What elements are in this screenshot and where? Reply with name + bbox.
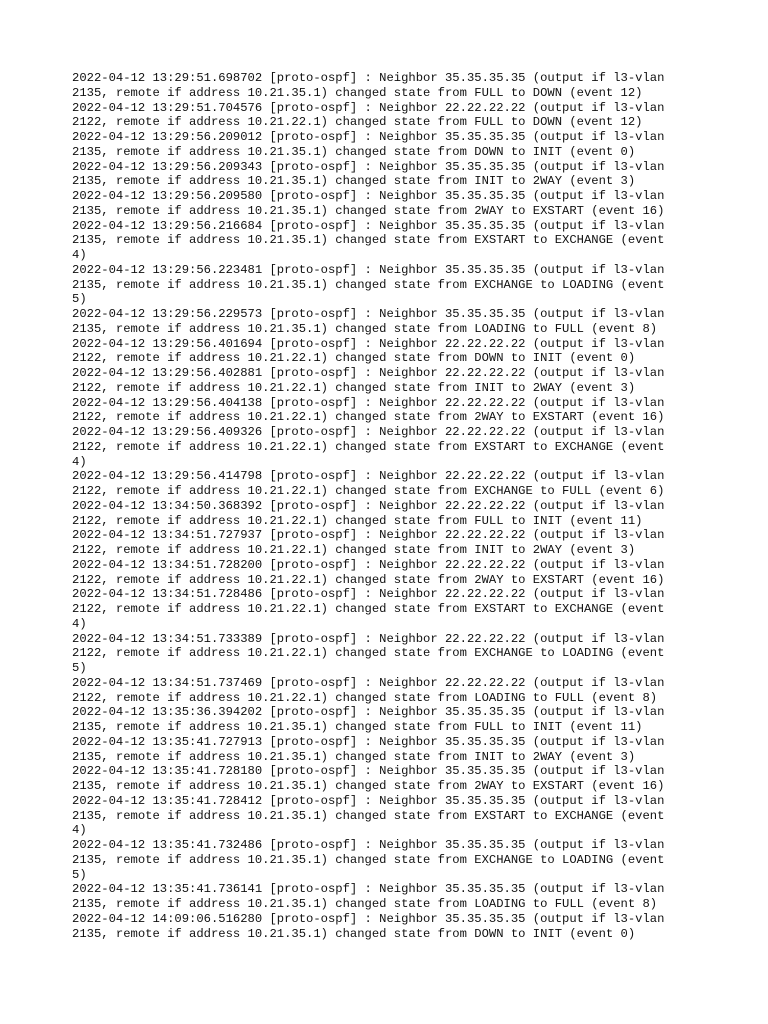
log-line: 2022-04-12 13:35:36.394202 [proto-ospf] : Neighbor 35.35.35.35 (output if l3-vlan (72, 705, 665, 720)
log-line: 2122, remote if address 10.21.22.1) changed state from INIT to 2WAY (event 3) (72, 543, 636, 557)
log-line: 2135, remote if address 10.21.35.1) changed state from EXSTART to EXCHANGE (event (72, 233, 665, 248)
log-line: 2135, remote if address 10.21.35.1) changed state from INIT to 2WAY (event 3) (72, 749, 636, 764)
log-line: 2135, remote if address 10.21.35.1) changed state from LOADING to FULL (event 8) (72, 321, 658, 336)
log-line: 5) (72, 292, 87, 307)
log-line: 4) (72, 823, 87, 838)
log-line: 2135, remote if address 10.21.35.1) changed state from EXCHANGE to LOADING (event (72, 277, 665, 292)
log-line: 2122, remote if address 10.21.22.1) changed state from FULL to DOWN (event 12) (72, 115, 643, 130)
log-line: 2122, remote if address 10.21.22.1) changed state from EXSTART to EXCHANGE (event (72, 439, 665, 454)
log-line: 2022-04-12 14:09:06.516280 [proto-ospf] : Neighbor 35.35.35.35 (output if l3-vlan (72, 911, 665, 926)
log-line: 2022-04-12 13:29:56.229573 [proto-ospf] : Neighbor 35.35.35.35 (output if l3-vlan (72, 307, 665, 321)
log-line: 2022-04-12 13:34:51.737469 [proto-ospf] : Neighbor 22.22.22.22 (output if l3-vlan (72, 675, 665, 690)
log-line: 2122, remote if address 10.21.22.1) changed state from DOWN to INIT (event 0) (72, 351, 636, 366)
log-line: 4) (72, 454, 87, 469)
log-line: 2135, remote if address 10.21.35.1) changed state from DOWN to INIT (event 0) (72, 926, 636, 941)
log-line: 2022-04-12 13:35:41.727913 [proto-ospf] : Neighbor 35.35.35.35 (output if l3-vlan (72, 734, 665, 749)
log-line: 5) (72, 867, 87, 882)
log-line: 2022-04-12 13:29:56.209012 [proto-ospf] : Neighbor 35.35.35.35 (output if l3-vlan (72, 130, 665, 144)
log-line: 2022-04-12 13:35:41.728180 [proto-ospf] : Neighbor 35.35.35.35 (output if l3-vlan (72, 764, 665, 779)
log-line: 2022-04-12 13:29:56.209343 [proto-ospf] : Neighbor 35.35.35.35 (output if l3-vlan (72, 159, 665, 174)
log-line: 2022-04-12 13:29:56.402881 [proto-ospf] : Neighbor 22.22.22.22 (output if l3-vlan (72, 366, 665, 380)
log-line: 2022-04-12 13:35:41.736141 [proto-ospf] : Neighbor 35.35.35.35 (output if l3-vlan (72, 882, 665, 897)
log-line: 5) (72, 661, 87, 675)
log-line: 2022-04-12 13:29:51.704576 [proto-ospf] : Neighbor 22.22.22.22 (output if l3-vlan (72, 100, 665, 115)
log-line: 2022-04-12 13:29:51.698702 [proto-ospf] : Neighbor 35.35.35.35 (output if l3-vlan (72, 71, 665, 85)
log-line: 2122, remote if address 10.21.22.1) changed state from FULL to INIT (event 11) (72, 513, 643, 528)
log-line: 2135, remote if address 10.21.35.1) changed state from EXSTART to EXCHANGE (event (72, 808, 665, 823)
log-line: 2122, remote if address 10.21.22.1) changed state from EXCHANGE to LOADING (event (72, 646, 665, 661)
log-line: 2022-04-12 13:29:56.414798 [proto-ospf] : Neighbor 22.22.22.22 (output if l3-vlan (72, 469, 665, 484)
log-line: 2122, remote if address 10.21.22.1) changed state from INIT to 2WAY (event 3) (72, 380, 636, 395)
log-line: 4) (72, 248, 87, 262)
log-line: 2122, remote if address 10.21.22.1) changed state from 2WAY to EXSTART (event 16) (72, 572, 665, 587)
log-line: 2022-04-12 13:35:41.732486 [proto-ospf] : Neighbor 35.35.35.35 (output if l3-vlan (72, 838, 665, 852)
log-line: 2122, remote if address 10.21.22.1) changed state from EXSTART to EXCHANGE (event (72, 602, 665, 616)
log-line: 2022-04-12 13:34:51.727937 [proto-ospf] : Neighbor 22.22.22.22 (output if l3-vlan (72, 528, 665, 543)
log-line: 2135, remote if address 10.21.35.1) changed state from 2WAY to EXSTART (event 16) (72, 779, 665, 793)
log-line: 2135, remote if address 10.21.35.1) changed state from FULL to INIT (event 11) (72, 720, 643, 734)
log-line: 2022-04-12 13:34:51.728486 [proto-ospf] : Neighbor 22.22.22.22 (output if l3-vlan (72, 587, 665, 602)
log-line: 2022-04-12 13:29:56.216684 [proto-ospf] : Neighbor 35.35.35.35 (output if l3-vlan (72, 218, 665, 233)
log-line: 2022-04-12 13:35:41.728412 [proto-ospf] : Neighbor 35.35.35.35 (output if l3-vlan (72, 793, 665, 808)
log-line: 2135, remote if address 10.21.35.1) changed state from INIT to 2WAY (event 3) (72, 174, 636, 189)
log-line: 2122, remote if address 10.21.22.1) changed state from LOADING to FULL (event 8) (72, 690, 658, 705)
log-line: 2022-04-12 13:34:51.733389 [proto-ospf] : Neighbor 22.22.22.22 (output if l3-vlan (72, 631, 665, 646)
log-line: 2022-04-12 13:29:56.409326 [proto-ospf] : Neighbor 22.22.22.22 (output if l3-vlan (72, 425, 665, 439)
log-document (72, 71, 692, 941)
log-line: 2135, remote if address 10.21.35.1) changed state from 2WAY to EXSTART (event 16) (72, 203, 665, 218)
log-line: 2135, remote if address 10.21.35.1) changed state from EXCHANGE to LOADING (event (72, 852, 665, 867)
log-line: 2135, remote if address 10.21.35.1) changed state from LOADING to FULL (event 8) (72, 897, 658, 911)
log-line: 4) (72, 616, 87, 631)
log-line: 2022-04-12 13:29:56.209580 [proto-ospf] : Neighbor 35.35.35.35 (output if l3-vlan (72, 189, 665, 203)
log-line: 2135, remote if address 10.21.35.1) changed state from DOWN to INIT (event 0) (72, 144, 636, 159)
log-line: 2122, remote if address 10.21.22.1) changed state from EXCHANGE to FULL (event 6) (72, 484, 665, 498)
log-line: 2135, remote if address 10.21.35.1) changed state from FULL to DOWN (event 12) (72, 85, 643, 100)
log-line: 2022-04-12 13:29:56.223481 [proto-ospf] : Neighbor 35.35.35.35 (output if l3-vlan (72, 262, 665, 277)
log-line: 2022-04-12 13:34:50.368392 [proto-ospf] : Neighbor 22.22.22.22 (output if l3-vlan (72, 498, 665, 513)
log-line: 2122, remote if address 10.21.22.1) changed state from 2WAY to EXSTART (event 16) (72, 410, 665, 425)
log-line: 2022-04-12 13:34:51.728200 [proto-ospf] : Neighbor 22.22.22.22 (output if l3-vlan (72, 557, 665, 572)
log-line: 2022-04-12 13:29:56.404138 [proto-ospf] : Neighbor 22.22.22.22 (output if l3-vlan (72, 395, 665, 410)
log-line: 2022-04-12 13:29:56.401694 [proto-ospf] : Neighbor 22.22.22.22 (output if l3-vlan (72, 336, 665, 351)
